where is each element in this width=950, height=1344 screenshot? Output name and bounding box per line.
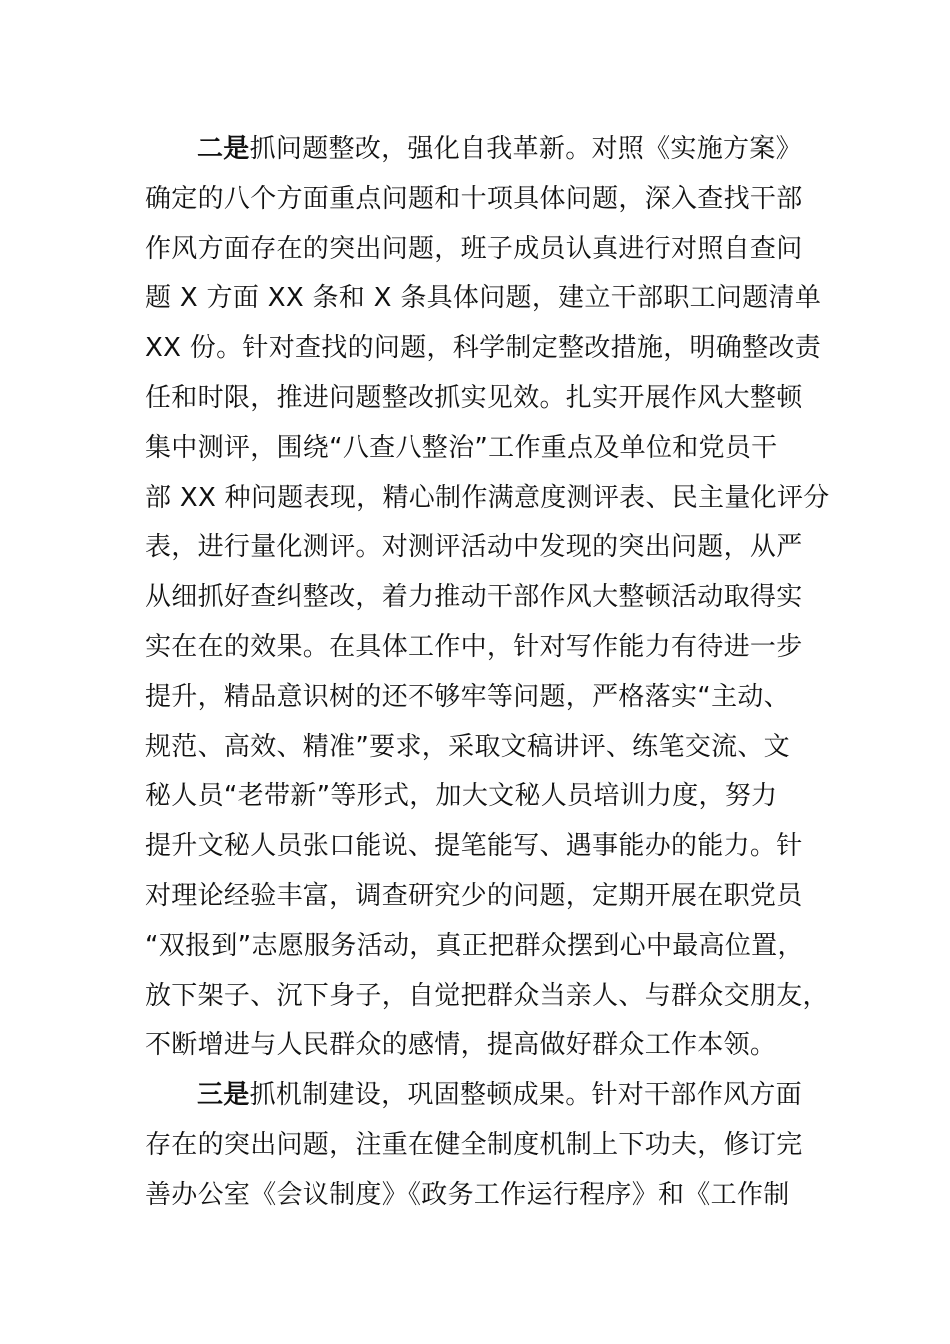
paragraph-2-line-19: 不断增进与人民群众的感情，提高做好群众工作本领。 (145, 1030, 777, 1061)
paragraph-2-line-12: 提升，精品意识树的还不够牢等问题，严格落实“主动、 (145, 681, 790, 712)
paragraph-3-line-2: 存在的突出问题，注重在健全制度机制上下功夫，修订完 (145, 1129, 803, 1160)
paragraph-2-line-10: 从细抓好查纠整改，着力推动干部作风大整顿活动取得实 (145, 582, 803, 613)
paragraph-2-line-18: 放下架子、沉下身子，自觉把群众当亲人、与群众交朋友， (145, 980, 829, 1011)
paragraph-2-line-3: 作风方面存在的突出问题，班子成员认真进行对照自查问 (145, 233, 803, 264)
paragraph-3-text: 抓机制建设，巩固整顿成果。针对干部作风方面 (249, 1080, 802, 1111)
paragraph-3-line-1 (145, 1071, 817, 1121)
paragraph-2-line-1 (145, 125, 817, 175)
paragraph-2-line-9: 表，进行量化测评。对测评活动中发现的突出问题，从严 (145, 532, 803, 563)
paragraph-2-lead: 二是 (197, 134, 250, 164)
paragraph-2-text: 抓问题整改，强化自我革新。对照《实施方案》 (249, 134, 802, 164)
paragraph-2-line-16: 对理论经验丰富，调查研究少的问题，定期开展在职党员 (145, 880, 803, 911)
body-text (145, 125, 830, 1221)
paragraph-3-line-3: 善办公室《会议制度》《政务工作运行程序》和《工作制 (145, 1179, 790, 1210)
paragraph-2-line-7: 集中测评，围绕“八查八整治”工作重点及单位和党员干 (145, 432, 778, 463)
paragraph-2-line-14: 秘人员“老带新”等形式，加大文秘人员培训力度，努力 (145, 781, 778, 812)
paragraph-3-lead: 三是 (197, 1080, 250, 1111)
paragraph-2-line-8: 部 XX 种问题表现，精心制作满意度测评表、民主量化评分 (145, 482, 830, 513)
paragraph-2-line-2: 确定的八个方面重点问题和十项具体问题，深入查找干部 (145, 183, 803, 214)
paragraph-2-line-4: 题 X 方面 XX 条和 X 条具体问题，建立干部职工问题清单 (145, 283, 822, 314)
paragraph-2-line-11: 实在在的效果。在具体工作中，针对写作能力有待进一步 (145, 631, 803, 662)
paragraph-2-line-13: 规范、高效、精准”要求，采取文稿讲评、练笔交流、文 (145, 731, 790, 762)
paragraph-2-line-6: 任和时限，推进问题整改抓实见效。扎实开展作风大整顿 (145, 382, 803, 413)
paragraph-2-line-5: XX 份。针对查找的问题，科学制定整改措施，明确整改责 (145, 333, 821, 364)
paragraph-2-line-15: 提升文秘人员张口能说、提笔能写、遇事能办的能力。针 (145, 831, 803, 862)
paragraph-2-line-17: “双报到”志愿服务活动，真正把群众摆到心中最高位置， (145, 930, 804, 961)
